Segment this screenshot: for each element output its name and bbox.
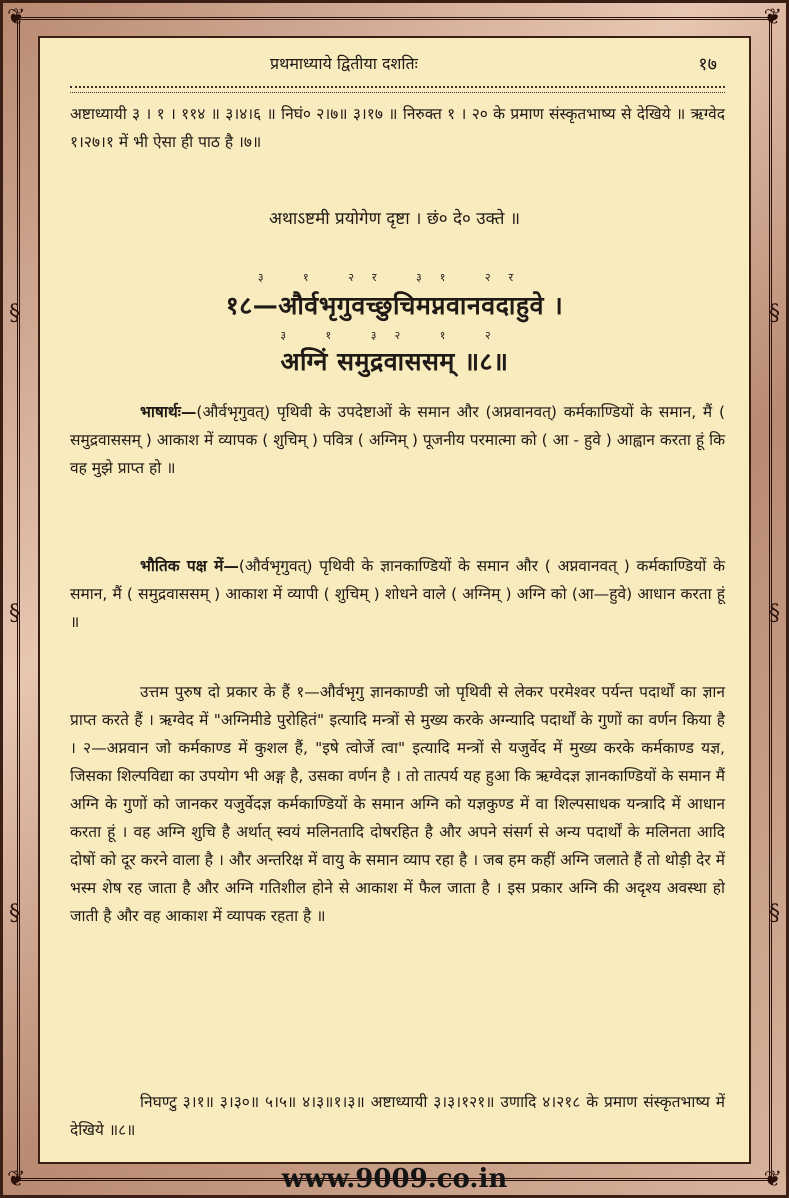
side-flourish-icon: §: [769, 901, 780, 926]
reference-paragraph: अष्टाध्यायी ३ । १ । ११४ ॥ ३।४।६ ॥ निघं० २।७॥ ३।१७ ॥ निरुक्त १ । २० के प्रमाण संस्कृतभाष्य से देखिये ॥ ऋग्वेद १।२७।१ में भी ऐसा ही पाठ है ।७॥: [70, 105, 725, 151]
header-divider: [70, 86, 725, 93]
corner-flourish-icon: ❦: [763, 5, 782, 30]
running-title: प्रथमाध्याये द्वितीया दशतिः: [270, 54, 418, 73]
side-flourish-icon: §: [769, 601, 780, 626]
corner-flourish-icon: ❦: [7, 1167, 26, 1192]
site-watermark: www.9009.co.in: [281, 1164, 508, 1194]
bhashartha-text: (और्वभृगुवत्) पृथिवी के उपदेष्टाओं के समान और (अप्नवानवत्) कर्मकाण्डियों के समान, मैं ( समुद्रवाससम् ) आकाश में व्यापक ( शुचिम् ) पवित्र ( अग्निम् ) पूजनीय परमात्मा को ( आ - हुवे ) आह्वान करता हूं कि वह मुझे प्राप्त हो ॥: [70, 403, 725, 477]
reference-footer: निघण्टु ३।१॥ ३।३०॥ ५।५॥ ४।३॥१।३॥ अष्टाध्यायी ३।३।१२१॥ उणादि ४।२१८ के प्रमाण संस्कृतभाष्य में देखिये ॥८॥: [70, 1093, 725, 1139]
verse-line-1: १८—और्वभृगुवच्छुचिमप्नवानवदाहुवे ।: [225, 291, 564, 320]
verse-intro: अथाऽष्टमी प्रयोगेण दृष्टा । छं० दे० उक्ते ॥: [268, 209, 521, 229]
bhashartha-label: भाषार्थः—: [140, 403, 197, 421]
explanation-paragraph: उत्तम पुरुष दो प्रकार के हैं १—और्वभृगु ज्ञानकाण्डी जो पृथिवी से लेकर परमेश्वर पर्यन्त पदार्थों का ज्ञान प्राप्त करते हैं । ऋग्वेद में "अग्निमीडे पुरोहितं" इत्यादि मन्त्रों से मुख्य करके अग्न्यादि पदार्थों के गुणों का वर्णन किया है । २—अप्नवान जो कर्मकाण्ड में कुशल हैं, "इषे त्वोर्जे त्वा" इत्यादि मन्त्रों से यजुर्वेद में मुख्य करके कर्मकाण्ड यज्ञ, जिसका शिल्पविद्या का उपयोग भी अङ्ग है, उसका वर्णन है । तो तात्पर्य यह हुआ कि ऋग्वेदज्ञ ज्ञानकाण्डियों के समान मैं अग्नि के गुणों को जानकर यजुर्वेदज्ञ कर्मकाण्डियों के समान अग्नि को यज्ञकुण्ड में वा शिल्पसाधक यन्त्रादि में आधान करता हूं । वह अग्नि शुचि है अर्थात् स्वयं मलिनतादि दोषरहित है और अपने संसर्ग से अन्य पदार्थों के मलिनता आदि दोषों को दूर करने वाला है । और अन्तरिक्ष में वायु के समान व्याप रहा है । जब हम कहीं अग्नि जलाते हैं तो थोड़ी देर में भस्म शेष रह जाता है और अग्नि गतिशील होने से आकाश में फैल जाता है । इस प्रकार अग्नि की अदृश्य अवस्था हो जाती है और वह आकाश में व्यापक रहता है ॥: [70, 683, 725, 925]
corner-flourish-icon: ❦: [7, 5, 26, 30]
side-flourish-icon: §: [9, 601, 20, 626]
bhautik-label: भौतिक पक्ष में—: [140, 557, 239, 575]
verse-line-2: अग्निं समुद्रवाससम् ॥८॥: [280, 347, 509, 376]
bhashartha-paragraph: [70, 398, 725, 482]
side-flourish-icon: §: [9, 901, 20, 926]
corner-flourish-icon: ❦: [763, 1167, 782, 1192]
page-header: [40, 52, 749, 76]
side-flourish-icon: §: [9, 301, 20, 326]
side-flourish-icon: §: [769, 301, 780, 326]
verse-accent-marks: ३ १ २र ३१ २र: [257, 271, 532, 284]
bhautik-paragraph: [70, 552, 725, 636]
scanned-page: [38, 36, 751, 1164]
verse-accent-marks: ३ १ ३२ १ २: [280, 329, 509, 342]
bhautik-text: (और्वभृगुवत्) पृथिवी के ज्ञानकाण्डियों के समान और ( अप्नवानवत् ) कर्मकाण्डियों के समान, मैं ( समुद्रवाससम् ) आकाश में व्यापी ( शुचिम् ) शोधने वाले ( अग्निम् ) अग्नि को (आ—हुवे) आधान करता हूं ॥: [70, 557, 725, 631]
page-number: १७: [698, 54, 717, 75]
